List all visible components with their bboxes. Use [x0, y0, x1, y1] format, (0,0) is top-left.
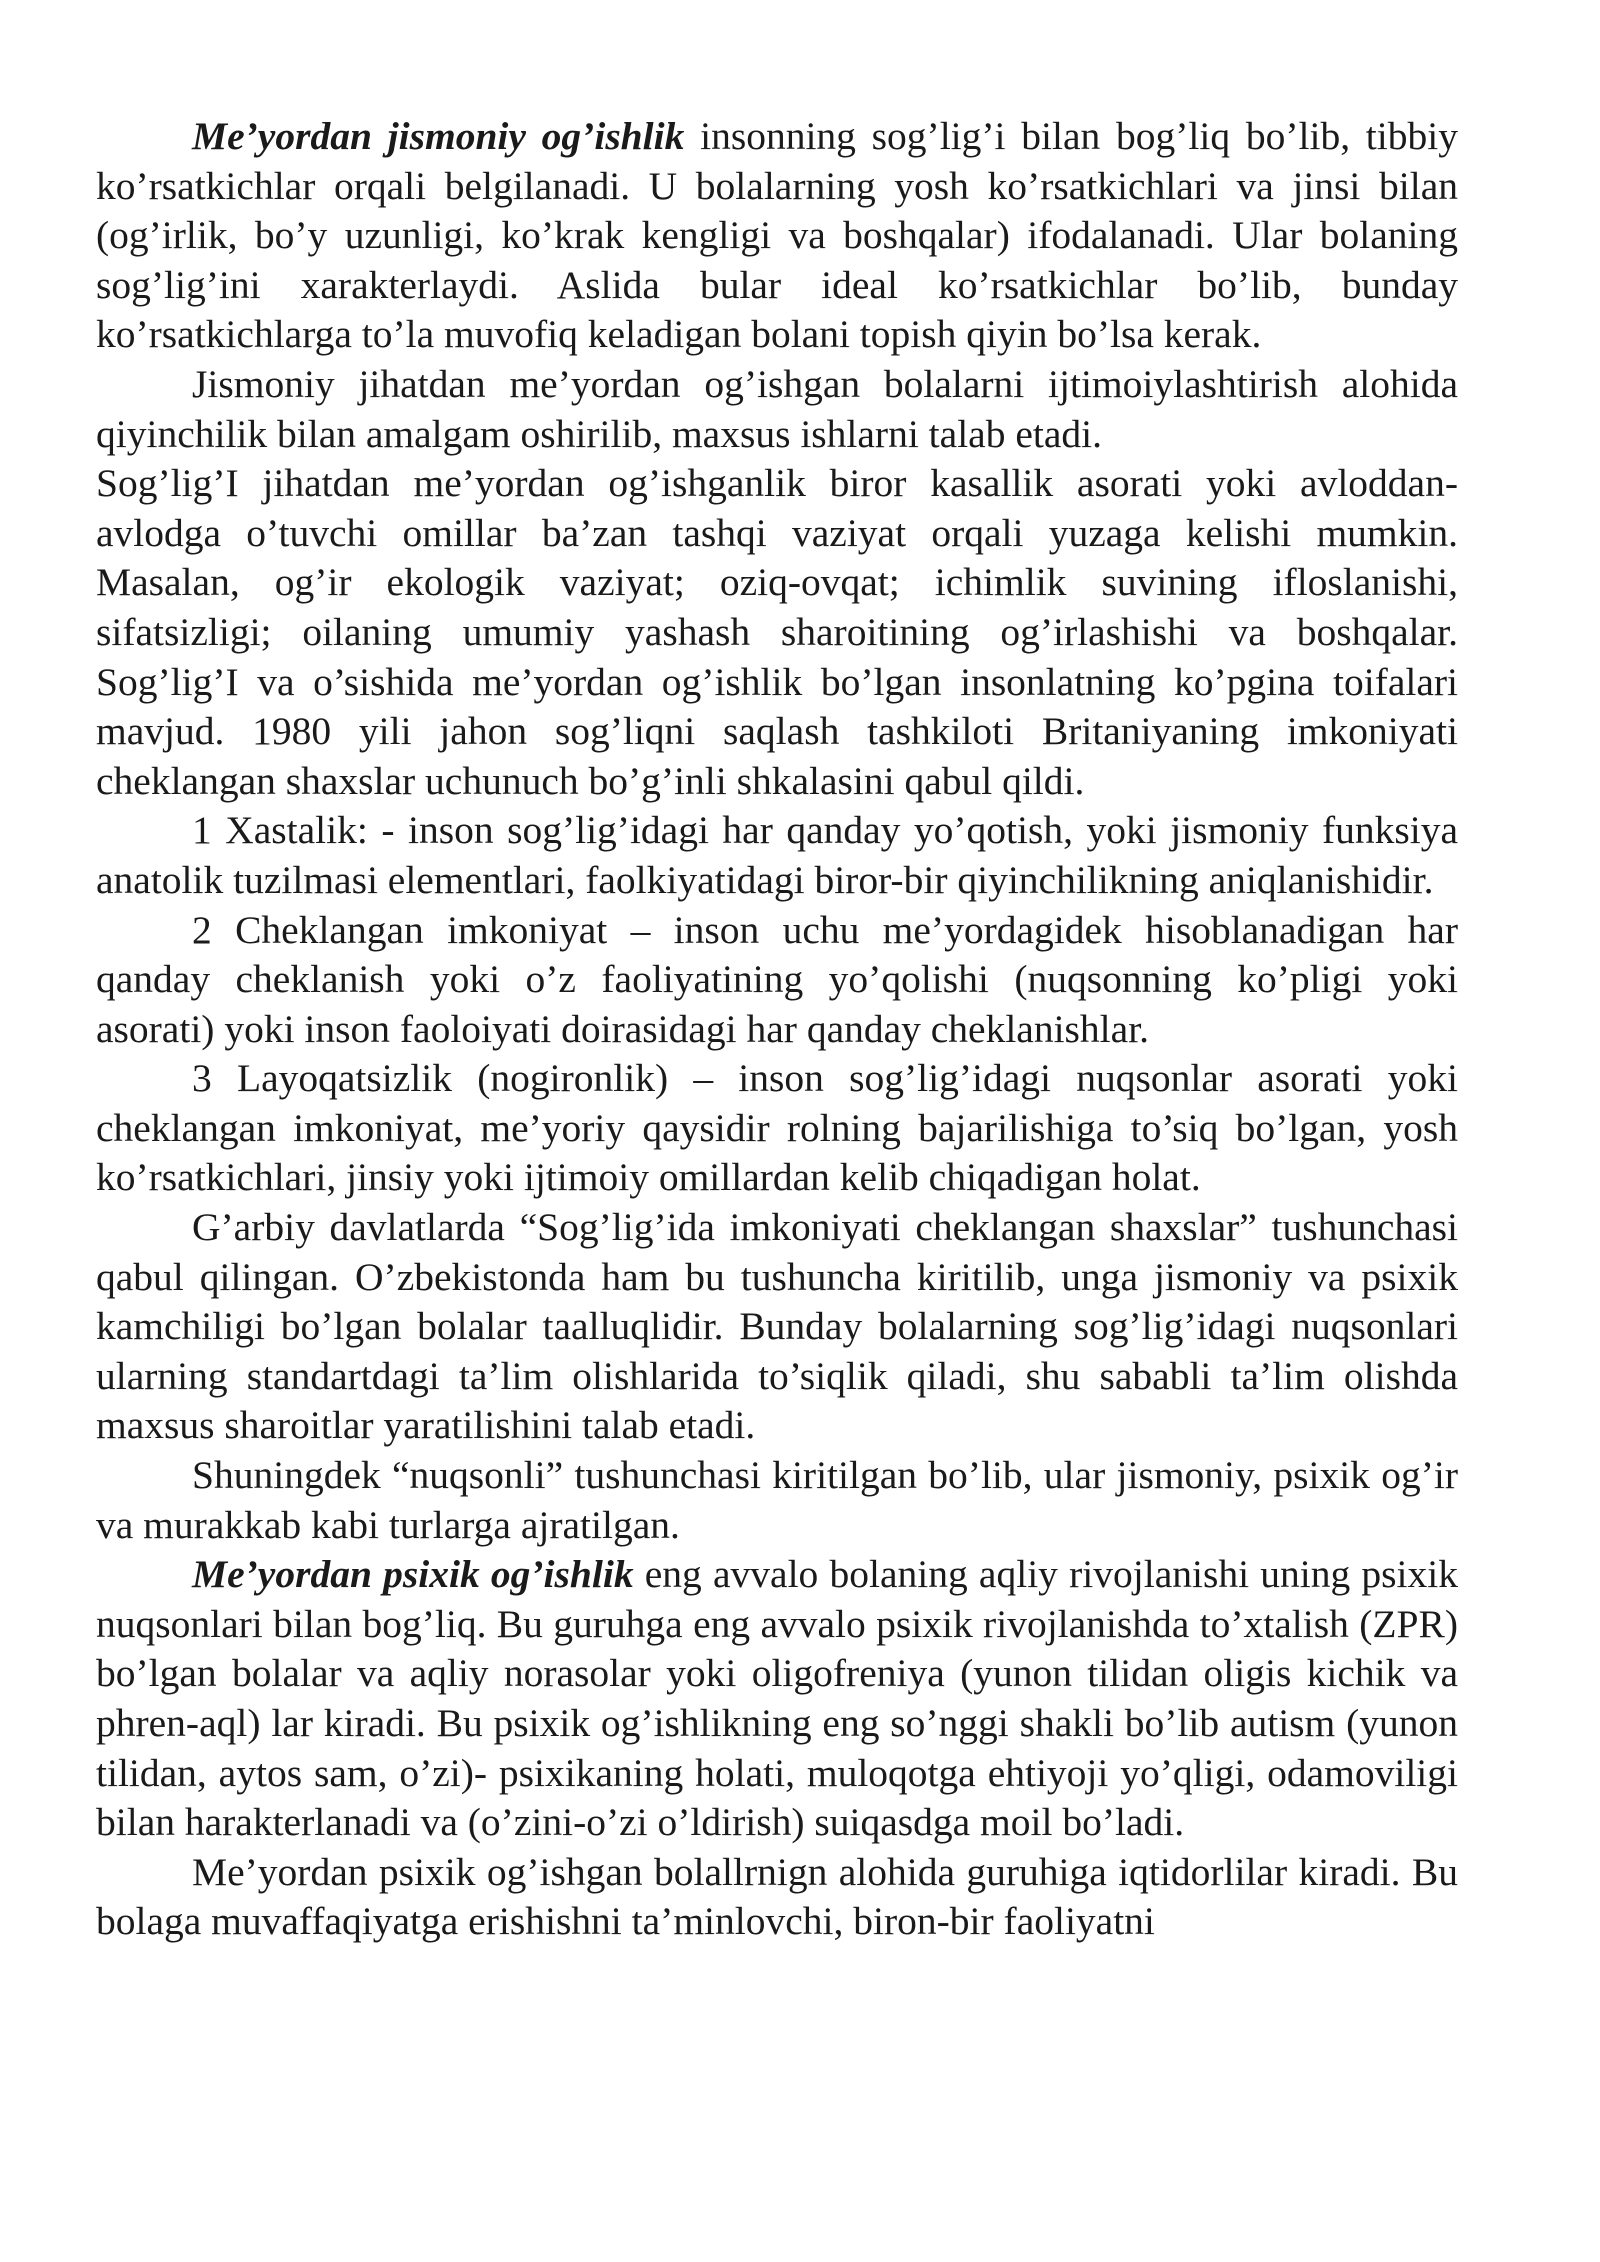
paragraph-text: G’arbiy davlatlarda “Sog’lig’ida imkoniyati cheklangan shaxslar” tushunchasi qabul qilingan. O’zbekistonda ham bu tushuncha kiritilib, unga jismoniy va psixik kamchiligi bo’lgan bolalar taalluqlidir. Bunday bolalarning sog’lig’idagi nuqsonlari ularning standartdagi ta’lim olishlarida to’siqlik qiladi, shu sababli ta’lim olishda maxsus sharoitlar yaratilishini talab etadi. — [96, 1205, 1458, 1448]
paragraph-text: 1 Xastalik: - inson sog’lig’idagi har qanday yo’qotish, yoki jismoniy funksiya anatolik tuzilmasi elementlari, faolkiyatidagi biror-bir qiyinchilikning aniqlanishidir. — [96, 808, 1458, 902]
paragraph-physical-deviation — [96, 112, 1458, 360]
paragraph-socialization — [96, 360, 1458, 459]
paragraph-text: 3 Layoqatsizlik (nogironlik) – inson sog’lig’idagi nuqsonlar asorati yoki cheklangan imkoniyat, me’yoriy qaysidir rolning bajarilishiga to’siq bo’lgan, yosh ko’rsatkichlari, jinsiy yoki ijtimoiy omillardan kelib chiqadigan holat. — [96, 1056, 1458, 1200]
term-psychic-deviation: Me’yordan psixik og’ishlik — [192, 1552, 634, 1597]
paragraph-text: Shuningdek “nuqsonli” tushunchasi kiritilgan bo’lib, ular jismoniy, psixik og’ir va murakkab kabi turlarga ajratilgan. — [96, 1453, 1458, 1547]
paragraph-item-3 — [96, 1054, 1458, 1203]
paragraph-text: Me’yordan psixik og’ishgan bolallrnign alohida guruhiga iqtidorlilar kiradi. Bu bolaga muvaffaqiyatga erishishni ta’minlovchi, biron-bir faoliyatni — [96, 1849, 1458, 1944]
paragraph-psychic-deviation — [96, 1550, 1458, 1848]
paragraph-text: insonning sog’lig’i bilan bog’liq bo’lib, tibbiy ko’rsatkichlar orqali belgilanadi. U bolalarning yosh ko’rsatkichlari va jinsi bilan (og’irlik, bo’y uzunligi, ko’krak kengligi va boshqalar) ifodalanadi. Ular bolaning sog’lig’ini xarakterlaydi. Aslida bular ideal ko’rsatkichlar bo’lib, bunday ko’rsatkichlarga to’la muvofiq keladigan bolani topish qiyin bo’lsa kerak. — [96, 114, 1458, 357]
document-page — [96, 112, 1458, 1947]
paragraph-health-deviation — [96, 459, 1458, 806]
paragraph-gifted — [96, 1848, 1458, 1947]
paragraph-defective-concept — [96, 1451, 1458, 1550]
term-physical-deviation: Me’yordan jismoniy og’ishlik — [192, 114, 685, 158]
paragraph-item-2 — [96, 906, 1458, 1055]
paragraph-text: Jismoniy jihatdan me’yordan og’ishgan bolalarni ijtimoiylashtirish alohida qiyinchilik bilan amalgam oshirilib, maxsus ishlarni talab etadi. — [96, 361, 1458, 456]
paragraph-text: 2 Cheklangan imkoniyat – inson uchu me’yordagidek hisoblanadigan har qanday cheklanish yoki o’z faoliyatining yo’qolishi (nuqsonning ko’pligi yoki asorati) yoki inson faoloiyati doirasidagi har qanday cheklanishlar. — [96, 907, 1458, 1051]
paragraph-item-1 — [96, 806, 1458, 905]
paragraph-western-countries — [96, 1203, 1458, 1451]
paragraph-text: eng avvalo bolaning aqliy rivojlanishi uning psixik nuqsonlari bilan bog’liq. Bu guruhga eng avvalo psixik rivojlanishda to’xtalish (ZPR) bo’lgan bolalar va aqliy norasolar yoki oligofreniya (yunon tilidan oligis kichik va phren-aql) lar kiradi. Bu psixik og’ishlikning eng so’nggi shakli bo’lib autism (yunon tilidan, aytos sam, o’zi)- psixikaning holati, muloqotga ehtiyoji yo’qligi, odamoviligi bilan harakterlanadi va (o’zini-o’zi o’ldirish) suiqasdga moil bo’ladi. — [96, 1552, 1458, 1845]
paragraph-text: Sog’lig’I jihatdan me’yordan og’ishganlik biror kasallik asorati yoki avloddan-avlodga o’tuvchi omillar ba’zan tashqi vaziyat orqali yuzaga kelishi mumkin. Masalan, og’ir ekologik vaziyat; oziq-ovqat; ichimlik suvining ifloslanishi, sifatsizligi; oilaning umumiy yashash sharoitining og’irlashishi va boshqalar. Sog’lig’I va o’sishida me’yordan og’ishlik bo’lgan insonlatning ko’pgina toifalari mavjud. 1980 yili jahon sog’liqni saqlash tashkiloti Britaniyaning imkoniyati cheklangan shaxslar uchunuch bo’g’inli shkalasini qabul qildi. — [96, 461, 1458, 803]
